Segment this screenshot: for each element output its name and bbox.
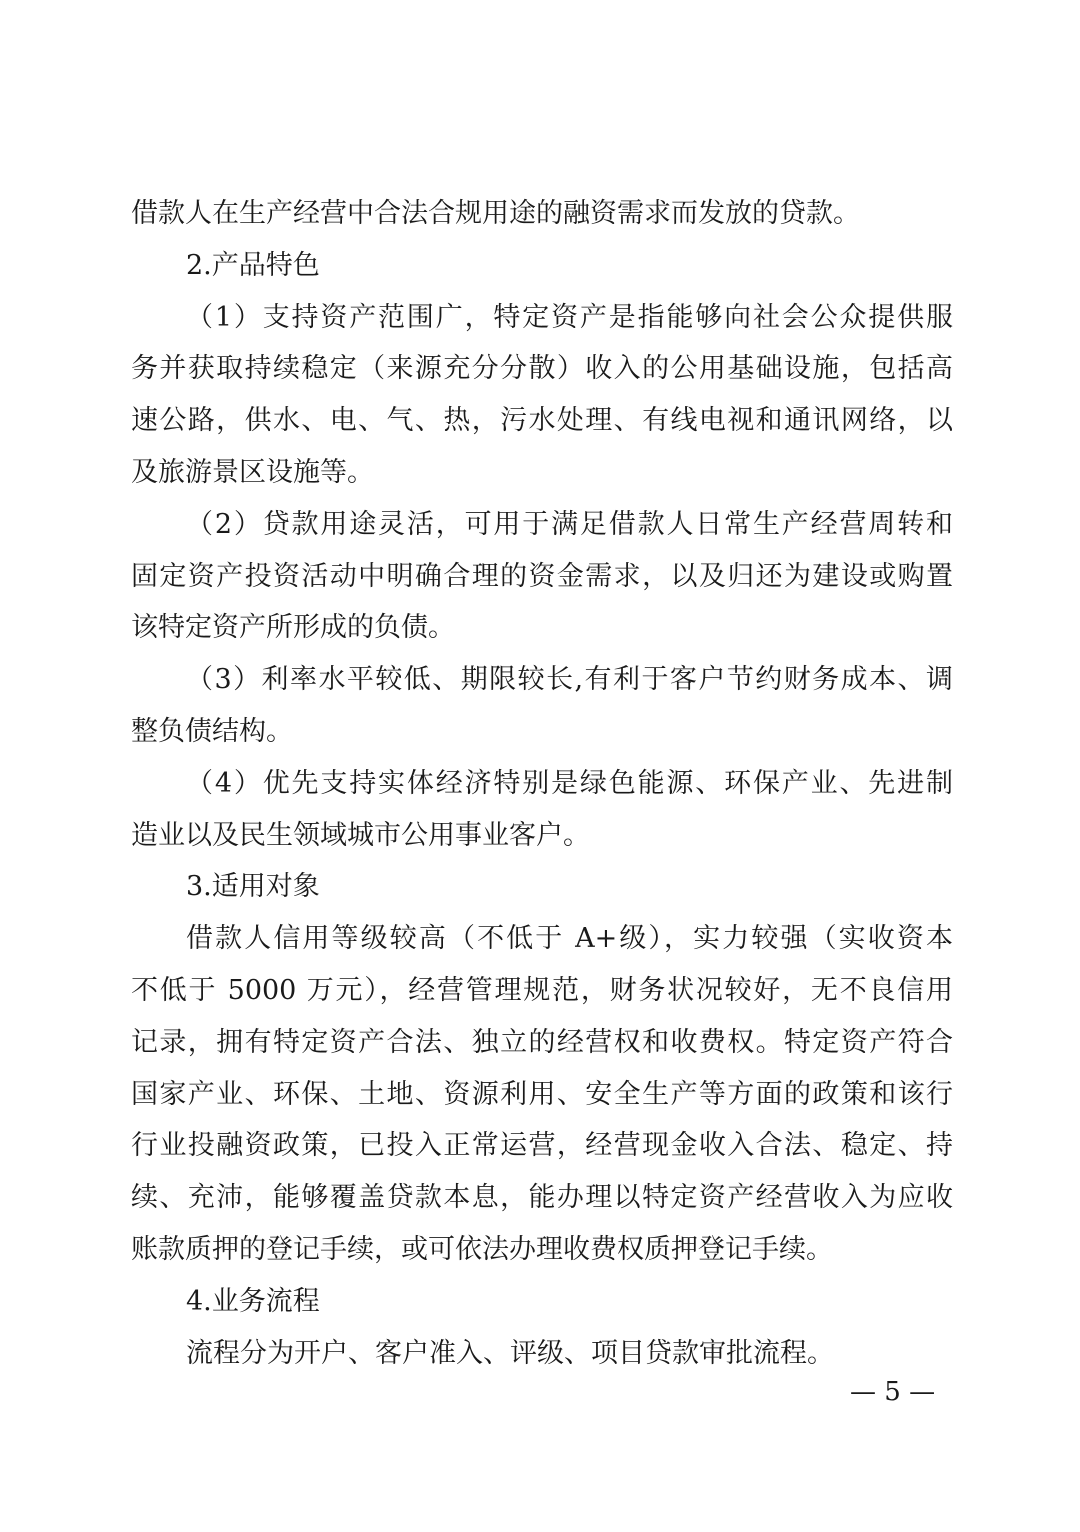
paragraph-line: （3）利率水平较低、期限较长,有利于客户节约财务成本、调 bbox=[186, 664, 953, 696]
paragraph-line: 借款人在生产经营中合法合规用途的融资需求而发放的贷款。 bbox=[131, 198, 860, 229]
paragraph-line: 该特定资产所形成的负债。 bbox=[131, 612, 455, 644]
paragraph-line: 及旅游景区设施等。 bbox=[131, 456, 374, 488]
paragraph-line: （4）优先支持实体经济特别是绿色能源、环保产业、先进制 bbox=[186, 767, 953, 799]
paragraph-line: 速公路，供水、电、气、热，污水处理、有线电视和通讯网络，以 bbox=[131, 405, 953, 437]
page-number: — 5 — bbox=[850, 1377, 936, 1407]
section-heading-business-process: 4.业务流程 bbox=[186, 1285, 320, 1317]
section-heading-product-features: 2.产品特色 bbox=[186, 249, 320, 281]
paragraph-line: 国家产业、环保、土地、资源利用、安全生产等方面的政策和该行 bbox=[131, 1078, 953, 1110]
paragraph-line: 造业以及民生领域城市公用事业客户。 bbox=[131, 819, 590, 851]
paragraph-line: 借款人信用等级较高（不低于 A+级），实力较强（实收资本 bbox=[186, 923, 953, 955]
paragraph-line: 不低于 5000 万元），经营管理规范，财务状况较好，无不良信用 bbox=[131, 974, 953, 1006]
paragraph-line: 固定资产投资活动中明确合理的资金需求，以及归还为建设或购置 bbox=[131, 560, 953, 592]
document-body bbox=[131, 188, 953, 1379]
paragraph-line: （1）支持资产范围广，特定资产是指能够向社会公众提供服 bbox=[186, 301, 953, 333]
paragraph-line: 整负债结构。 bbox=[131, 715, 293, 747]
paragraph-line: 务并获取持续稳定（来源充分分散）收入的公用基础设施，包括高 bbox=[131, 353, 953, 385]
paragraph-line: 行业投融资政策，已投入正常运营，经营现金收入合法、稳定、持 bbox=[131, 1130, 953, 1162]
section-heading-applicable-objects: 3.适用对象 bbox=[186, 871, 320, 903]
paragraph-line: （2）贷款用途灵活，可用于满足借款人日常生产经营周转和 bbox=[186, 508, 953, 540]
paragraph-line: 账款质押的登记手续，或可依法办理收费权质押登记手续。 bbox=[131, 1233, 833, 1265]
paragraph-line: 记录，拥有特定资产合法、独立的经营权和收费权。特定资产符合 bbox=[131, 1026, 953, 1058]
paragraph-line: 流程分为开户、客户准入、评级、项目贷款审批流程。 bbox=[186, 1337, 834, 1369]
paragraph-line: 续、充沛，能够覆盖贷款本息，能办理以特定资产经营收入为应收 bbox=[131, 1182, 953, 1214]
